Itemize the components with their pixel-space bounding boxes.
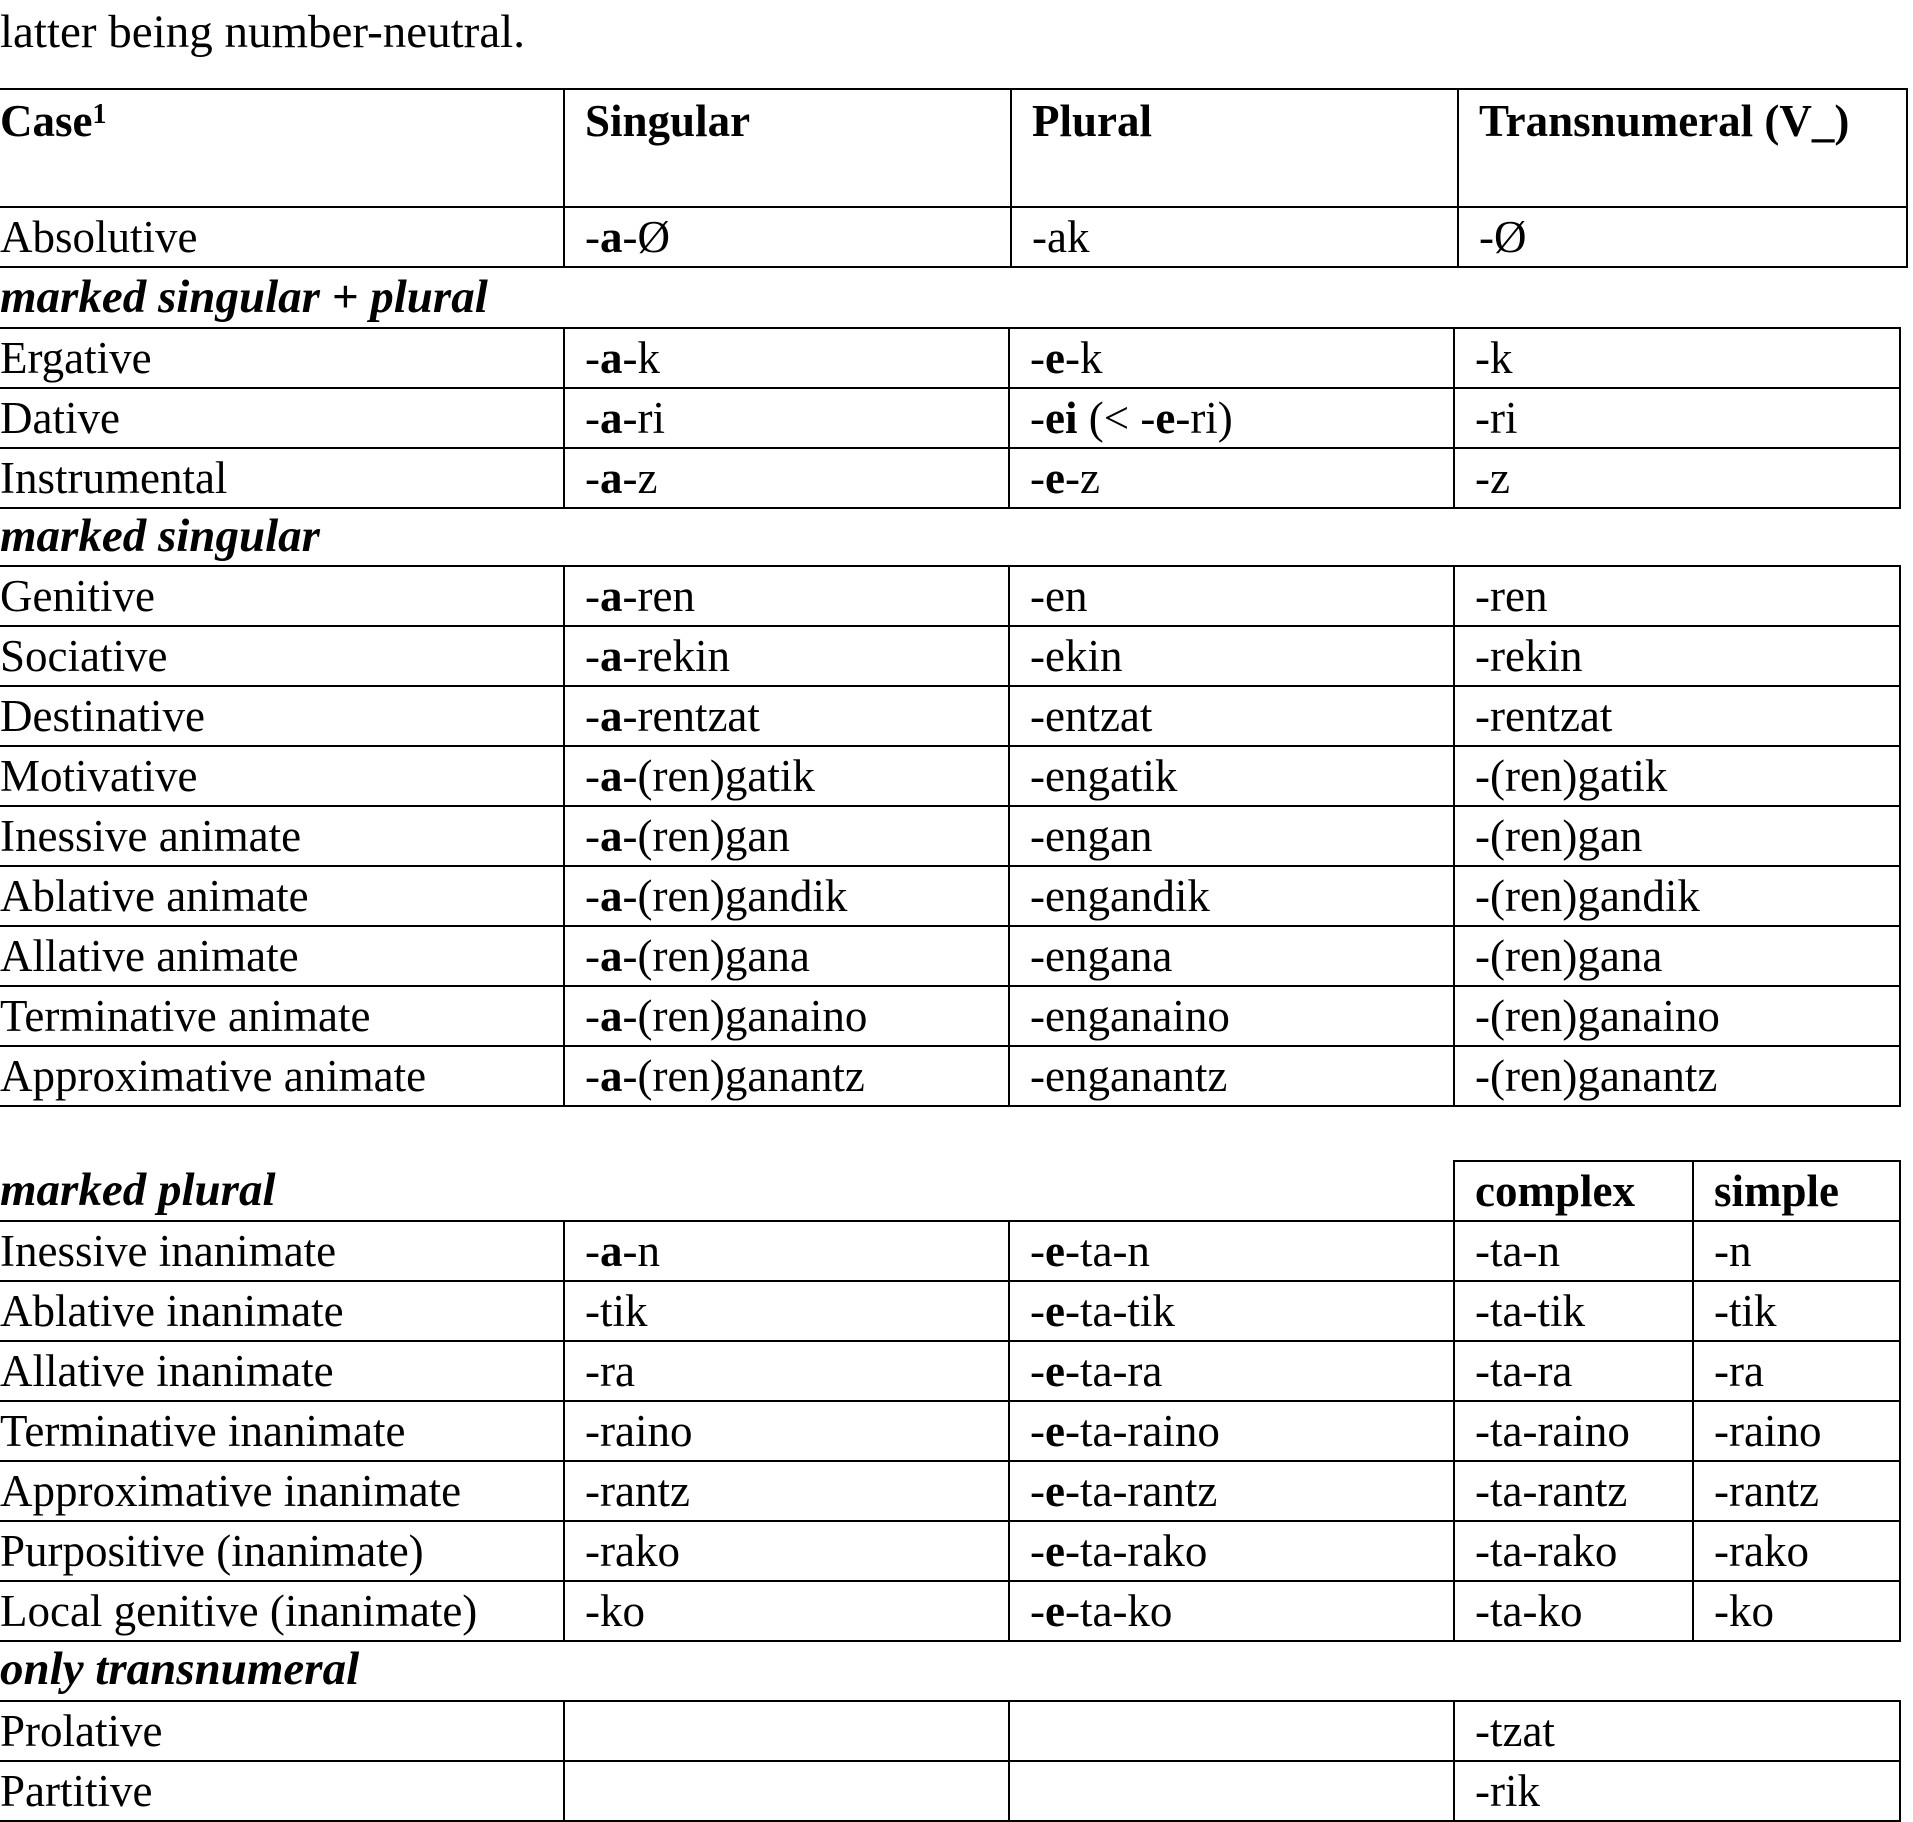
table-row xyxy=(0,1046,1900,1106)
header-transnumeral: Transnumeral (V_) xyxy=(1458,89,1907,207)
transnumeral-cell: -z xyxy=(1454,448,1900,508)
simple-cell: -ko xyxy=(1693,1581,1900,1641)
singular-cell: -a-ri xyxy=(564,388,1009,448)
case-name: Purpositive (inanimate) xyxy=(0,1521,564,1581)
singular-cell: -a-(ren)gan xyxy=(564,806,1009,866)
singular-cell: -a-n xyxy=(564,1221,1009,1281)
singular-cell: -ra xyxy=(564,1341,1009,1401)
transnumeral-cell: -(ren)ganantz xyxy=(1454,1046,1900,1106)
case-name: Terminative animate xyxy=(0,986,564,1046)
simple-cell: -ra xyxy=(1693,1341,1900,1401)
table-row xyxy=(0,1341,1900,1401)
case-name: Approximative animate xyxy=(0,1046,564,1106)
case-name: Ergative xyxy=(0,328,564,388)
singular-cell: -a-(ren)gana xyxy=(564,926,1009,986)
case-name: Allative inanimate xyxy=(0,1341,564,1401)
case-table-section4 xyxy=(0,1700,1901,1822)
header-row xyxy=(0,89,1907,207)
simple-cell: -rako xyxy=(1693,1521,1900,1581)
header-complex: complex xyxy=(1454,1161,1693,1221)
intro-text: latter being number-neutral. xyxy=(0,6,525,58)
header-case: Case$^1$ xyxy=(0,89,564,207)
plural-cell: -e-ta-tik xyxy=(1009,1281,1454,1341)
case-name: Terminative inanimate xyxy=(0,1401,564,1461)
table-row xyxy=(0,1701,1900,1761)
plural-cell: -enganaino xyxy=(1009,986,1454,1046)
table-row xyxy=(0,448,1900,508)
plural-cell: -engandik xyxy=(1009,866,1454,926)
table-row xyxy=(0,1281,1900,1341)
singular-cell: -a-z xyxy=(564,448,1009,508)
singular-cell: -a-k xyxy=(564,328,1009,388)
plural-cell: -e-ta-raino xyxy=(1009,1401,1454,1461)
table-row xyxy=(0,626,1900,686)
plural-cell: -e-ta-rako xyxy=(1009,1521,1454,1581)
transnumeral-cell: -ren xyxy=(1454,566,1900,626)
case-name: Ablative animate xyxy=(0,866,564,926)
plural-cell: -e-z xyxy=(1009,448,1454,508)
simple-cell: -rantz xyxy=(1693,1461,1900,1521)
header-plural: Plural xyxy=(1011,89,1458,207)
plural-cell xyxy=(1009,1701,1454,1761)
case-name: Partitive xyxy=(0,1761,564,1821)
table-row xyxy=(0,388,1900,448)
section-title-only-transnumeral: only transnumeral xyxy=(0,1643,360,1695)
transnumeral-cell: -(ren)gatik xyxy=(1454,746,1900,806)
plural-cell: -e-ta-rantz xyxy=(1009,1461,1454,1521)
case-name: Allative animate xyxy=(0,926,564,986)
section-title-marked-singular: marked singular xyxy=(0,510,320,562)
table-row xyxy=(0,1761,1900,1821)
transnumeral-cell: -(ren)gandik xyxy=(1454,866,1900,926)
case-name: Instrumental xyxy=(0,448,564,508)
table-row xyxy=(0,806,1900,866)
singular-cell: -rako xyxy=(564,1521,1009,1581)
singular-cell: -a-(ren)ganaino xyxy=(564,986,1009,1046)
transnumeral-cell: -k xyxy=(1454,328,1900,388)
singular-cell xyxy=(564,1701,1009,1761)
complex-cell: -ta-n xyxy=(1454,1221,1693,1281)
case-name: Approximative inanimate xyxy=(0,1461,564,1521)
case-name: Motivative xyxy=(0,746,564,806)
singular-cell: -tik xyxy=(564,1281,1009,1341)
case-table-section2 xyxy=(0,565,1901,1107)
plural-cell: -ak xyxy=(1011,207,1458,267)
plural-cell: -engatik xyxy=(1009,746,1454,806)
plural-cell: -en xyxy=(1009,566,1454,626)
case-table-section3 xyxy=(0,1160,1901,1642)
singular-cell: -raino xyxy=(564,1401,1009,1461)
footnote-marker: 1 xyxy=(92,99,107,130)
plural-cell: -ei (< -e-ri) xyxy=(1009,388,1454,448)
table-row xyxy=(0,746,1900,806)
singular-cell: -a-(ren)gandik xyxy=(564,866,1009,926)
plural-cell: -e-k xyxy=(1009,328,1454,388)
singular-cell: -a-Ø xyxy=(564,207,1011,267)
singular-cell xyxy=(564,1761,1009,1821)
simple-cell: -raino xyxy=(1693,1401,1900,1461)
simple-cell: -n xyxy=(1693,1221,1900,1281)
complex-cell: -ta-ra xyxy=(1454,1341,1693,1401)
case-name: Absolutive xyxy=(0,207,564,267)
table-row-absolutive xyxy=(0,207,1907,267)
section-title-marked-plural: marked plural xyxy=(0,1164,276,1216)
singular-cell: -a-(ren)gatik xyxy=(564,746,1009,806)
plural-cell: -ekin xyxy=(1009,626,1454,686)
singular-cell: -a-(ren)ganantz xyxy=(564,1046,1009,1106)
transnumeral-cell: -rekin xyxy=(1454,626,1900,686)
case-name: Destinative xyxy=(0,686,564,746)
plural-cell: -enganantz xyxy=(1009,1046,1454,1106)
transnumeral-cell: -(ren)gana xyxy=(1454,926,1900,986)
singular-cell: -a-ren xyxy=(564,566,1009,626)
plural-cell: -engan xyxy=(1009,806,1454,866)
transnumeral-cell: -tzat xyxy=(1454,1701,1900,1761)
complex-cell: -ta-rantz xyxy=(1454,1461,1693,1521)
complex-cell: -ta-ko xyxy=(1454,1581,1693,1641)
table-row xyxy=(0,1521,1900,1581)
table-row xyxy=(0,328,1900,388)
simple-cell: -tik xyxy=(1693,1281,1900,1341)
case-table-section1 xyxy=(0,327,1901,509)
subheader-row xyxy=(0,1161,1900,1221)
case-name: Local genitive (inanimate) xyxy=(0,1581,564,1641)
case-table-header xyxy=(0,88,1908,268)
case-name: Genitive xyxy=(0,566,564,626)
plural-cell: -entzat xyxy=(1009,686,1454,746)
header-simple: simple xyxy=(1693,1161,1900,1221)
singular-cell: -ko xyxy=(564,1581,1009,1641)
singular-cell: -rantz xyxy=(564,1461,1009,1521)
plural-cell: -e-ta-n xyxy=(1009,1221,1454,1281)
singular-cell: -a-rentzat xyxy=(564,686,1009,746)
complex-cell: -ta-raino xyxy=(1454,1401,1693,1461)
complex-cell: -ta-tik xyxy=(1454,1281,1693,1341)
case-name: Inessive animate xyxy=(0,806,564,866)
header-singular: Singular xyxy=(564,89,1011,207)
plural-cell: -e-ta-ra xyxy=(1009,1341,1454,1401)
section-title-marked-sg-pl: marked singular + plural xyxy=(0,271,488,323)
table-row xyxy=(0,926,1900,986)
case-name: Prolative xyxy=(0,1701,564,1761)
plural-cell xyxy=(1009,1761,1454,1821)
complex-cell: -ta-rako xyxy=(1454,1521,1693,1581)
plural-cell: -engana xyxy=(1009,926,1454,986)
case-name: Dative xyxy=(0,388,564,448)
table-row xyxy=(0,686,1900,746)
case-name: Ablative inanimate xyxy=(0,1281,564,1341)
table-row xyxy=(0,1401,1900,1461)
transnumeral-cell: -rentzat xyxy=(1454,686,1900,746)
table-row xyxy=(0,1461,1900,1521)
plural-cell: -e-ta-ko xyxy=(1009,1581,1454,1641)
transnumeral-cell: -ri xyxy=(1454,388,1900,448)
table-row xyxy=(0,986,1900,1046)
table-row xyxy=(0,566,1900,626)
transnumeral-cell: -rik xyxy=(1454,1761,1900,1821)
transnumeral-cell: -(ren)gan xyxy=(1454,806,1900,866)
transnumeral-cell: -(ren)ganaino xyxy=(1454,986,1900,1046)
table-row xyxy=(0,1581,1900,1641)
case-name: Sociative xyxy=(0,626,564,686)
table-row xyxy=(0,1221,1900,1281)
singular-cell: -a-rekin xyxy=(564,626,1009,686)
transnumeral-cell: -Ø xyxy=(1458,207,1907,267)
table-row xyxy=(0,866,1900,926)
case-name: Inessive inanimate xyxy=(0,1221,564,1281)
